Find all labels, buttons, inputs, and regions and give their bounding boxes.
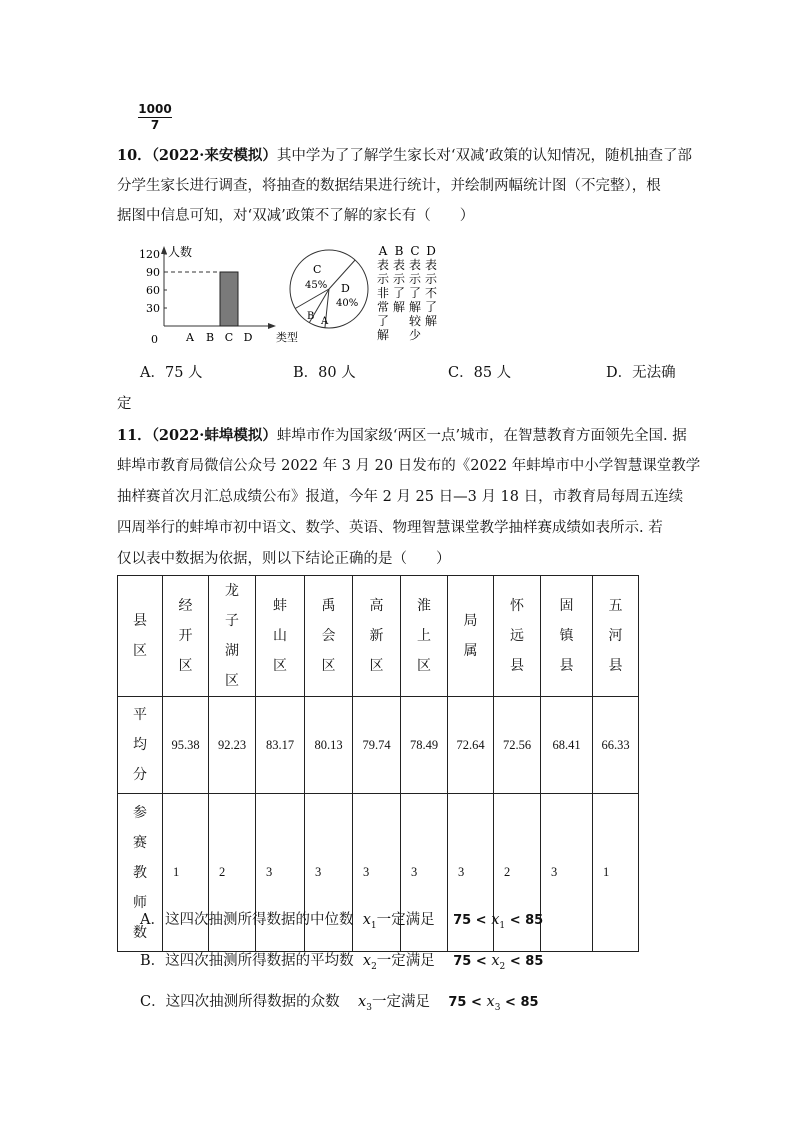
legend-char-C: 少 bbox=[408, 328, 422, 342]
choice-a-hi: < 85 bbox=[509, 913, 544, 928]
teacher-count-cell: 2 bbox=[494, 794, 541, 952]
q11-source: （2022·蚌埠模拟） bbox=[151, 427, 277, 444]
district-cell bbox=[401, 576, 448, 697]
x-tick-label: C bbox=[224, 331, 234, 344]
q11-choice-b[interactable] bbox=[140, 945, 543, 983]
header-char: 区 bbox=[417, 658, 431, 674]
bar-chart-ylabel: 人数 bbox=[168, 245, 193, 259]
pie-label-a: A bbox=[321, 316, 329, 327]
q10-choice-a[interactable]: A．75 人 bbox=[140, 365, 203, 381]
choice-b-sub: 2 bbox=[371, 961, 377, 972]
header-char: 龙 bbox=[225, 583, 239, 599]
legend-char-D: 示 bbox=[424, 272, 438, 286]
q10-line1 bbox=[117, 140, 692, 172]
legend-char-A: 常 bbox=[376, 300, 390, 314]
choice-b-mid: 一定满足 bbox=[376, 953, 435, 969]
district-cell bbox=[163, 576, 209, 697]
header-char: 湖 bbox=[225, 643, 239, 659]
choice-c-var2: x bbox=[486, 994, 495, 1010]
q10-choice-d-wrap: 定 bbox=[117, 396, 132, 412]
fraction-numerator: 1000 bbox=[138, 102, 172, 116]
header-char: 怀 bbox=[510, 598, 524, 614]
average-cell: 72.56 bbox=[494, 697, 541, 794]
legend-char-D: 解 bbox=[424, 314, 438, 328]
top-fraction bbox=[138, 102, 172, 132]
district-cell bbox=[353, 576, 401, 697]
legend-char-A: 表 bbox=[376, 258, 390, 272]
district-cell bbox=[593, 576, 639, 697]
legend-char-D: 了 bbox=[424, 300, 438, 314]
header-char: 禹 bbox=[321, 598, 336, 614]
q10-choice-b[interactable]: B．80 人 bbox=[293, 365, 356, 381]
legend-char-A: 非 bbox=[376, 286, 390, 300]
choice-b-var: x bbox=[362, 953, 372, 969]
y-axis-arrow-icon bbox=[161, 246, 167, 254]
pie-label-c: C bbox=[313, 263, 322, 276]
choice-a-mid: 一定满足 bbox=[376, 912, 435, 928]
y-tick-label: 30 bbox=[146, 302, 160, 315]
fraction-denominator: 7 bbox=[150, 118, 160, 132]
y-tick-label: 60 bbox=[146, 284, 160, 297]
choice-b-sub2: 2 bbox=[499, 961, 506, 972]
q11-choice-c[interactable] bbox=[140, 986, 539, 1024]
header-char: 固 bbox=[559, 598, 574, 614]
choice-a-sub: 1 bbox=[370, 920, 377, 931]
average-cell: 92.23 bbox=[209, 697, 256, 794]
header-char: 属 bbox=[463, 643, 478, 659]
choice-c-mid: 一定满足 bbox=[371, 994, 430, 1010]
header-char: 淮 bbox=[417, 598, 431, 614]
legend-char-A: 示 bbox=[376, 272, 390, 286]
choice-b-text: B．这四次抽测所得数据的平均数 bbox=[140, 953, 354, 969]
q11-line5: 仅以表中数据为依据，则以下结论正确的是（ ） bbox=[117, 551, 451, 567]
choice-c-text: C．这四次抽测所得数据的众数 bbox=[140, 994, 340, 1010]
q10-line2: 分学生家长进行调查，将抽查的数据结果进行统计，并绘制两幅统计图（不完整），根 bbox=[117, 178, 661, 194]
header-char: 远 bbox=[510, 628, 524, 644]
bar-chart-origin: 0 bbox=[151, 333, 158, 346]
legend-char-C: 表 bbox=[408, 258, 422, 272]
header-char: 分 bbox=[133, 767, 147, 783]
header-char: 师 bbox=[133, 894, 147, 911]
legend-char-B: 示 bbox=[392, 272, 406, 286]
choice-c-sub2: 3 bbox=[494, 1002, 501, 1013]
legend-char-B: 表 bbox=[392, 258, 406, 272]
header-char: 区 bbox=[273, 658, 287, 674]
legend-char-D: 表 bbox=[424, 258, 438, 272]
pie-label-d: D bbox=[341, 282, 350, 295]
legend-char-C: 较 bbox=[408, 314, 422, 328]
teacher-count-cell: 1 bbox=[163, 794, 209, 952]
table-row-averages bbox=[118, 697, 639, 794]
teacher-count-cell: 3 bbox=[256, 794, 305, 952]
district-cell bbox=[448, 576, 494, 697]
header-char: 县 bbox=[133, 613, 147, 629]
choice-a-lo: 75 < bbox=[453, 913, 487, 928]
header-char: 县 bbox=[559, 658, 574, 674]
average-cell: 95.38 bbox=[163, 697, 209, 794]
teacher-count-cell: 3 bbox=[448, 794, 494, 952]
header-char: 经 bbox=[178, 598, 193, 614]
teacher-count-cell: 3 bbox=[353, 794, 401, 952]
bar-chart bbox=[130, 240, 300, 350]
q10-source: （2022·来安模拟） bbox=[151, 147, 277, 164]
q11-line4: 四周举行的蚌埠市初中语文、数学、英语、物理智慧课堂教学抽样赛成绩如表所示. 若 bbox=[117, 520, 663, 536]
district-cell bbox=[541, 576, 593, 697]
x-tick-label: B bbox=[205, 331, 215, 344]
q11-text-1: 蚌埠市作为国家级‘两区一点’城市，在智慧教育方面领先全国. 据 bbox=[276, 428, 687, 444]
teacher-count-cell: 3 bbox=[401, 794, 448, 952]
header-char: 新 bbox=[369, 628, 384, 644]
teacher-count-cell: 3 bbox=[305, 794, 353, 952]
q10-choice-d[interactable]: D．无法确 bbox=[606, 365, 676, 381]
q10-choice-c[interactable]: C．85 人 bbox=[448, 365, 512, 381]
header-char: 蚌 bbox=[273, 598, 287, 614]
x-axis-arrow-icon bbox=[268, 323, 276, 329]
choice-b-var2: x bbox=[491, 953, 500, 969]
legend-char-A: A bbox=[378, 244, 388, 258]
average-cell: 72.64 bbox=[448, 697, 494, 794]
district-cell bbox=[256, 576, 305, 697]
header-char: 均 bbox=[133, 737, 147, 753]
district-cell bbox=[305, 576, 353, 697]
pie-label-b: B bbox=[307, 311, 315, 322]
header-char: 县 bbox=[608, 658, 623, 674]
teacher-count-cell: 1 bbox=[593, 794, 639, 952]
average-cell: 66.33 bbox=[593, 697, 639, 794]
legend-char-B: B bbox=[394, 244, 404, 258]
q11-line2: 蚌埠市教育局微信公众号 2022 年 3 月 20 日发布的《2022 年蚌埠市中小学智慧课堂教学 bbox=[117, 458, 701, 474]
choice-a-text: A．这四次抽测所得数据的中位数 bbox=[140, 912, 354, 928]
header-char: 区 bbox=[225, 673, 239, 689]
header-char: 区 bbox=[321, 658, 336, 674]
q11-line3: 抽样赛首次月汇总成绩公布》报道，今年 2 月 25 日—3 月 18 日，市教育局每周五连续 bbox=[117, 489, 684, 505]
header-char: 县 bbox=[510, 658, 524, 674]
header-char: 子 bbox=[225, 613, 239, 629]
header-char: 区 bbox=[133, 643, 147, 659]
header-char: 赛 bbox=[133, 834, 147, 851]
choice-b-lo: 75 < bbox=[453, 954, 487, 969]
pie-chart bbox=[288, 248, 370, 330]
teacher-count-cell: 3 bbox=[541, 794, 593, 952]
pie-percent-c: 45% bbox=[305, 280, 328, 291]
legend-char-B: 了 bbox=[392, 286, 406, 300]
bar-chart-xlabel: 类型 bbox=[276, 331, 298, 344]
pie-percent-d: 40% bbox=[336, 298, 359, 309]
bar-chart-yticks bbox=[139, 248, 167, 315]
choice-c-hi: < 85 bbox=[505, 995, 539, 1010]
q11-choice-a[interactable] bbox=[140, 904, 543, 942]
district-cell bbox=[494, 576, 541, 697]
bar-chart-xticks bbox=[185, 331, 253, 344]
legend-char-A: 解 bbox=[376, 328, 390, 342]
row-header-district bbox=[118, 576, 163, 697]
header-char: 上 bbox=[417, 628, 431, 644]
header-char: 区 bbox=[178, 658, 193, 674]
choice-b-hi: < 85 bbox=[509, 954, 544, 969]
legend-char-A: 了 bbox=[376, 314, 390, 328]
teacher-count-cell: 2 bbox=[209, 794, 256, 952]
header-char: 河 bbox=[608, 628, 623, 644]
average-cell: 68.41 bbox=[541, 697, 593, 794]
q11-number: 11． bbox=[117, 427, 152, 444]
average-cell: 78.49 bbox=[401, 697, 448, 794]
header-char: 五 bbox=[608, 598, 623, 614]
choice-c-lo: 75 < bbox=[448, 995, 482, 1010]
average-cell: 79.74 bbox=[353, 697, 401, 794]
header-char: 开 bbox=[178, 628, 193, 644]
legend-char-B: 解 bbox=[392, 300, 406, 314]
legend-char-D: 不 bbox=[424, 286, 438, 300]
choice-a-sub2: 1 bbox=[499, 920, 506, 931]
score-table bbox=[117, 575, 639, 952]
bar-chart-bars bbox=[164, 272, 238, 326]
header-char: 山 bbox=[273, 628, 287, 644]
header-char: 局 bbox=[463, 613, 478, 629]
legend-char-C: 解 bbox=[408, 300, 422, 314]
legend bbox=[375, 243, 445, 343]
header-char: 镇 bbox=[559, 628, 574, 644]
header-char: 教 bbox=[133, 864, 147, 881]
y-tick-label: 120 bbox=[139, 248, 160, 261]
choice-a-var: x bbox=[362, 912, 371, 928]
legend-char-C: C bbox=[410, 244, 420, 258]
district-cell bbox=[209, 576, 256, 697]
average-cell: 80.13 bbox=[305, 697, 353, 794]
x-tick-label: A bbox=[186, 331, 194, 344]
header-char: 高 bbox=[369, 598, 384, 614]
header-char: 平 bbox=[133, 707, 147, 723]
legend-char-C: 了 bbox=[408, 286, 422, 300]
q10-text-1: 其中学为了了解学生家长对‘双减’政策的认知情况，随机抽查了部 bbox=[276, 148, 693, 164]
legend-char-C: 示 bbox=[408, 272, 422, 286]
y-tick-label: 90 bbox=[146, 266, 160, 279]
choice-c-var: x bbox=[358, 994, 367, 1010]
average-cell: 83.17 bbox=[256, 697, 305, 794]
legend-char-D: D bbox=[426, 244, 436, 258]
header-char: 参 bbox=[133, 804, 147, 821]
header-char: 区 bbox=[369, 658, 384, 674]
header-char: 数 bbox=[133, 924, 147, 941]
choice-c-sub: 3 bbox=[366, 1002, 372, 1013]
bar-C bbox=[220, 272, 238, 326]
choice-a-var2: x bbox=[491, 912, 500, 928]
table-row-districts bbox=[118, 576, 639, 697]
header-char: 会 bbox=[321, 628, 336, 644]
x-tick-label: D bbox=[243, 331, 253, 344]
q10-line3: 据图中信息可知，对‘双减’政策不了解的家长有（ ） bbox=[117, 208, 475, 224]
row-header-average bbox=[118, 697, 163, 794]
q11-line1 bbox=[117, 420, 687, 452]
q10-number: 10． bbox=[117, 147, 152, 164]
